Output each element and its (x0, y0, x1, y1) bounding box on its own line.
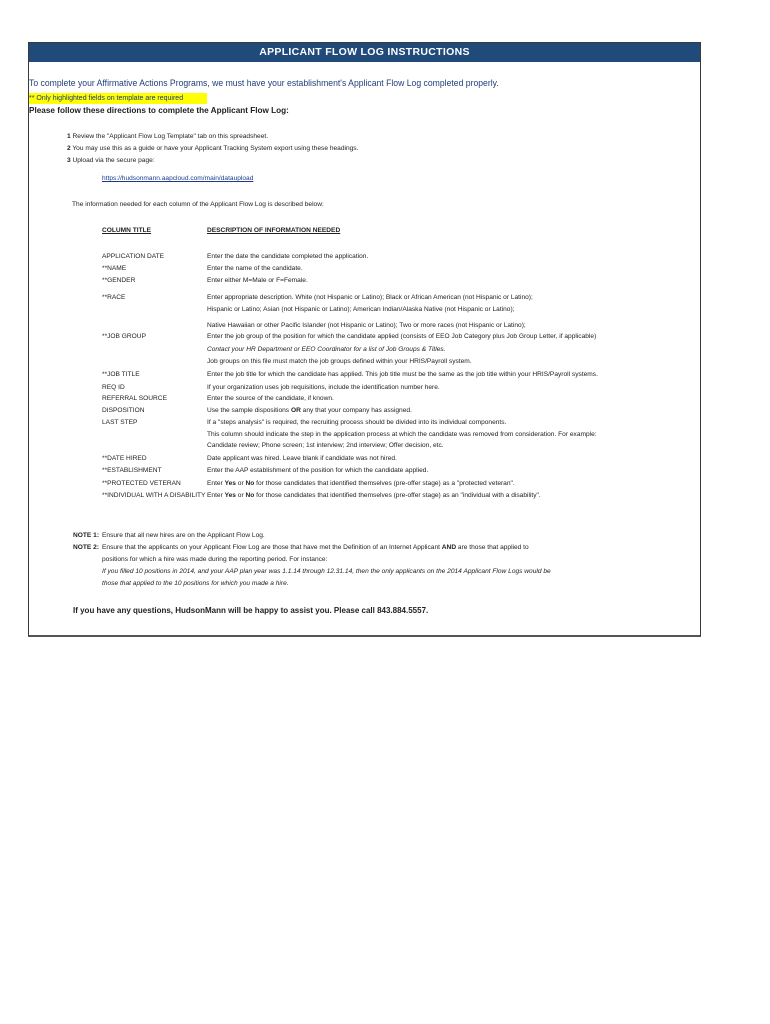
row-description: If a "steps analysis" is required, the recruiting process should be divided into its individual components. (207, 419, 507, 426)
note-1-label: NOTE 1: (73, 532, 100, 539)
row-title: **NAME (102, 265, 127, 272)
step-1: 1 Review the "Applicant Flow Log Template" tab on this spreadsheet. (67, 133, 269, 140)
row-description: Enter appropriate description. White (not Hispanic or Latino); Black or African American (not Hispanic or Latino); (207, 294, 533, 301)
note-2-label: NOTE 2: (73, 544, 100, 551)
note-1-text: Ensure that all new hires are on the Applicant Flow Log. (102, 532, 265, 539)
highlight-note: ** Only highlighted fields on template are required (29, 93, 207, 104)
row-title: **JOB TITLE (102, 371, 140, 378)
instructions-panel (28, 42, 701, 637)
note-2-text: Ensure that the applicants on your Applicant Flow Log are those that have met the Definition of an Internet Applicant AND are those that applied to (102, 544, 529, 551)
follow-directions-heading: Please follow these directions to complete the Applicant Flow Log: (29, 106, 289, 115)
row-title: APPLICATION DATE (102, 253, 165, 260)
row-description: Enter the job group of the position for which the candidate applied (consists of EEO Job Category plus Job Group Letter, if applicable) (207, 333, 597, 340)
row-description: If your organization uses job requisitions, include the identification number here. (207, 384, 440, 391)
step-2: 2 You may use this as a guide or have your Applicant Tracking System export using these headings. (67, 145, 359, 152)
row-description: Enter the date the candidate completed the application. (207, 253, 369, 260)
row-title: REQ ID (102, 384, 125, 391)
info-text: The information needed for each column of the Applicant Flow Log is described below: (72, 201, 324, 208)
description-header: DESCRIPTION OF INFORMATION NEEDED (207, 227, 341, 234)
upload-link[interactable]: https://hudsonmann.aapcloud.com/main/dataupload (102, 175, 254, 182)
note-2-line-2: positions for which a hire was made during the reporting period. For instance: (102, 556, 328, 563)
row-description: Candidate review; Phone screen; 1st interview; 2nd interview; Offer decision, etc. (207, 442, 444, 449)
row-title: **RACE (102, 294, 126, 301)
row-description: Native Hawaiian or other Pacific Islander (not Hispanic or Latino); Two or more races (not Hispanic or Latino); (207, 322, 526, 329)
row-description: Enter the source of the candidate, if known. (207, 395, 334, 402)
intro-text: To complete your Affirmative Actions Programs, we must have your establishment's Applicant Flow Log completed properly. (29, 78, 499, 89)
row-title: REFERRAL SOURCE (102, 395, 167, 402)
step-3: 3 Upload via the secure page: (67, 157, 155, 164)
note-2-line-4: those that applied to the 10 positions for which you made a hire. (102, 580, 289, 587)
row-description: Enter Yes or No for those candidates that identified themselves (pre-offer stage) as an "individual with a disability". (207, 492, 541, 499)
row-description: Enter the AAP establishment of the position for which the candidate applied. (207, 467, 429, 474)
row-title: **DATE HIRED (102, 455, 147, 462)
row-title: **PROTECTED VETERAN (102, 480, 181, 487)
column-title-header: COLUMN TITLE (102, 227, 152, 234)
row-title: **INDIVIDUAL WITH A DISABILITY (102, 492, 206, 499)
row-description: Job groups on this file must match the job groups defined within your HRIS/Payroll system. (207, 358, 472, 365)
row-title: LAST STEP (102, 419, 138, 426)
row-description: Enter the job title for which the candidate has applied. This job title must be the same as the job title within your HRIS/Payroll systems. (207, 371, 598, 378)
page-title: APPLICANT FLOW LOG INSTRUCTIONS (29, 43, 700, 62)
note-2-line-3: If you filled 10 positions in 2014, and your AAP plan year was 1.1.14 through 12.31.14, then the only applicants on the 2014 Applicant Flow Logs would be (102, 568, 551, 575)
row-title: DISPOSITION (102, 407, 145, 414)
row-description: Date applicant was hired. Leave blank if candidate was not hired. (207, 455, 397, 462)
row-description: Use the sample dispositions OR any that your company has assigned. (207, 407, 412, 414)
row-description: This column should indicate the step in the application process at which the candidate was removed from consideration. For example: (207, 431, 597, 438)
row-description: Enter Yes or No for those candidates that identified themselves (pre-offer stage) as a "protected veteran". (207, 480, 515, 487)
row-title: **ESTABLISHMENT (102, 467, 162, 474)
row-title: **JOB GROUP (102, 333, 146, 340)
row-description: Enter either M=Male or F=Female. (207, 277, 308, 284)
row-description: Enter the name of the candidate. (207, 265, 303, 272)
row-title: **GENDER (102, 277, 136, 284)
row-description: Hispanic or Latino; Asian (not Hispanic or Latino); American Indian/Alaska Native (not Hispanic or Latino); (207, 306, 515, 313)
questions-contact: If you have any questions, HudsonMann will be happy to assist you. Please call 843.884.5557. (73, 606, 429, 615)
row-description: Contact your HR Department or EEO Coordinator for a list of Job Groups & Titles. (207, 346, 446, 353)
